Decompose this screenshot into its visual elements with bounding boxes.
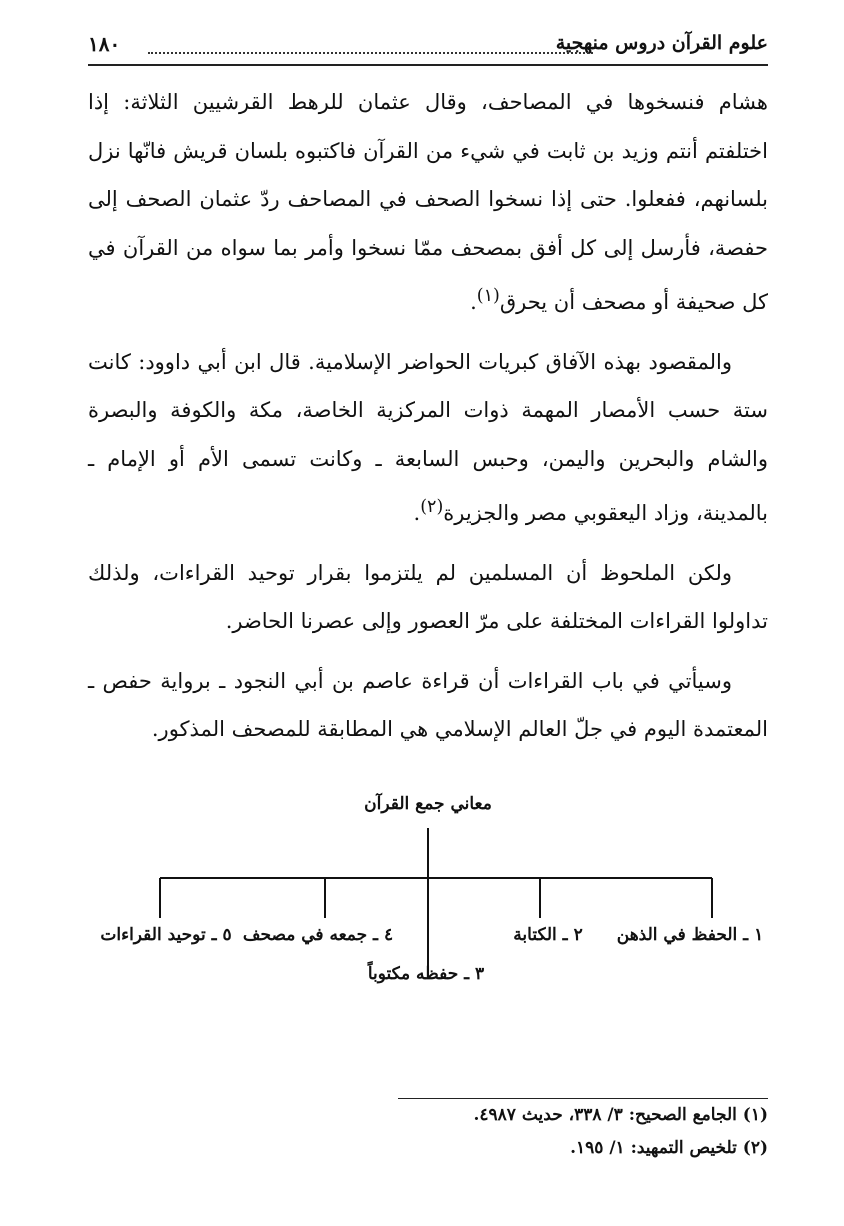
page-number: ١٨٠ (88, 32, 121, 56)
diagram-branch: ١ ـ الحفظ في الذهن (616, 925, 764, 945)
paragraph (88, 657, 768, 754)
main-text (88, 78, 768, 765)
paragraph (88, 549, 768, 646)
header-title: علوم القرآن دروس منهجية (555, 32, 768, 54)
footnote-ref: (١) (476, 286, 500, 306)
paragraph-text: هشام فنسخوها في المصاحف، وقال عثمان للرهط القرشيين الثلاثة: إذا اختلفتم أنتم وزيد بن ثابت في شيء من القرآن فاكتبوه بلسان قريش فانّها نزل بلسانهم، ففعلوا. حتى إذا نسخوا الصحف في المصاحف ردّ عثمان الصحف إلى حفصة، فأرسل إلى كل أفق بمصحف ممّا نسخوا وأمر بما سواه من القرآن في كل صحيفة أو مصحف أن يحرق (88, 90, 768, 314)
paragraph: هشام فنسخوها في المصاحف، وقال عثمان للرهط القرشيين الثلاثة: إذا اختلفتم أنتم وزيد بن ثابت في شيء من القرآن فاكتبوه بلسان قريش فانّها نزل بلسانهم، ففعلوا. حتى إذا نسخوا الصحف في المصاحف ردّ عثمان الصحف إلى حفصة، فأرسل إلى كل أفق بمصحف ممّا نسخوا وأمر بما سواه من القرآن في كل صحيفة أو مصحف أن يحرق$^{(١)}$. (88, 90, 768, 314)
diagram-branch: ٥ ـ توحيد القراءات (100, 925, 232, 945)
tree-diagram (0, 780, 844, 1010)
paragraph-text: والمقصود بهذه الآفاق كبريات الحواضر الإسلامية. قال ابن أبي داوود: كانت ستة حسب الأمصار المهمة ذوات المركزية الخاصة، مكة والكوفة والبصرة والشام والبحرين واليمن، وحبس السابعة ـ وكانت تسمى الأم أو الإمام ـ بالمدينة، وزاد اليعقوبي مصر والجزيرة (88, 349, 768, 525)
footnotes (88, 1098, 768, 1165)
paragraph-text: ولكن الملحوظ أن المسلمين لم يلتزموا بقرار توحيد القراءات، ولذلك تداولوا القراءات المختلفة على مرّ العصور وإلى عصرنا الحاضر. (88, 560, 768, 633)
paragraph-text: وسيأتي في باب القراءات أن قراءة عاصم بن أبي النجود ـ برواية حفص ـ المعتمدة اليوم في جلّ العالم الإسلامي هي المطابقة للمصحف المذكور. (88, 668, 768, 741)
footnote-ref: (٢) (420, 497, 444, 517)
diagram-branch: ٢ ـ الكتابة (513, 925, 583, 945)
header-dot-leader (148, 30, 593, 54)
running-header (88, 30, 768, 66)
diagram-root: معاني جمع القرآن (364, 794, 492, 814)
paragraph: والمقصود بهذه الآفاق كبريات الحواضر الإسلامية. قال ابن أبي داوود: كانت ستة حسب الأمصار المهمة ذوات المركزية الخاصة، مكة والكوفة والبصرة والشام والبحرين واليمن، وحبس السابعة ـ وكانت تسمى الأم أو الإمام ـ بالمدينة، وزاد اليعقوبي مصر والجزيرة$^{(٢)}$. (88, 349, 768, 525)
diagram-branch: ٤ ـ جمعه في مصحف (242, 925, 394, 945)
footnote: (١) الجامع الصحيح: ٣/ ٣٣٨، حديث ٤٩٨٧. (473, 1105, 768, 1125)
footnote: (٢) تلخيص التمهيد: ١/ ١٩٥. (570, 1138, 768, 1158)
diagram-branch: ٣ ـ حفظه مكتوباً (367, 964, 485, 984)
